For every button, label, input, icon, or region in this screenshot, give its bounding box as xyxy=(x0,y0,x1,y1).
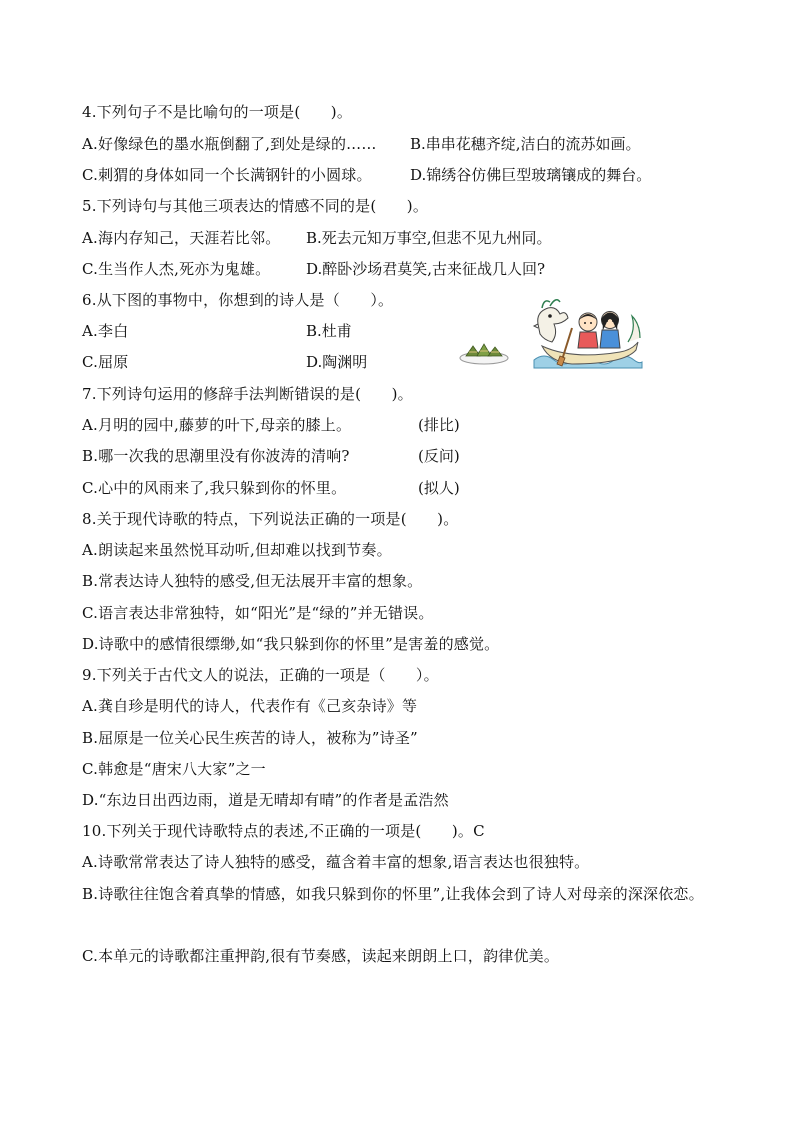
q6-stem: 6.从下图的事物中，你想到的诗人是（ ）。 xyxy=(82,291,394,309)
q4-option-a: A.好像绿色的墨水瓶倒翻了,到处是绿的…… xyxy=(82,135,377,153)
q4-option-c: C.刺猬的身体如同一个长满钢针的小圆球。 xyxy=(82,166,372,184)
q10-option-a: A.诗歌常常表达了诗人独特的感受，蕴含着丰富的想象,语言表达也很独特。 xyxy=(82,853,590,871)
q9-stem: 9.下列关于古代文人的说法，正确的一项是（ ）。 xyxy=(82,666,439,684)
q9-option-c: C.韩愈是“唐宋八大家”之一 xyxy=(82,760,266,778)
q7-option-a-tag: (排比) xyxy=(418,416,460,434)
q5-stem: 5.下列诗句与其他三项表达的情感不同的是( )。 xyxy=(82,197,429,215)
q7-stem: 7.下列诗句运用的修辞手法判断错误的是( )。 xyxy=(82,385,413,403)
q7-option-c-tag: (拟人) xyxy=(418,479,460,497)
q10-option-b: B.诗歌往往饱含着真挚的情感，如我只躲到你的怀里”,让我体会到了诗人对母亲的深深依恋。 xyxy=(82,885,704,903)
q6-option-d: D.陶渊明 xyxy=(306,353,368,371)
q9-option-b: B.屈原是一位关心民生疾苦的诗人，被称为”诗圣” xyxy=(82,729,418,747)
q7-option-c: C.心中的风雨来了,我只躲到你的怀里。 xyxy=(82,479,347,497)
q6-option-b: B.杜甫 xyxy=(306,322,352,340)
q7-option-a: A.月明的园中,藤萝的叶下,母亲的膝上。 xyxy=(82,416,352,434)
q5-option-d: D.醉卧沙场君莫笑,古来征战几人回? xyxy=(306,260,546,278)
q4-stem: 4.下列句子不是比喻句的一项是( )。 xyxy=(82,103,353,121)
q10-option-c: C.本单元的诗歌都注重押韵,很有节奏感，读起来朗朗上口，韵律优美。 xyxy=(82,947,560,965)
q6-option-c: C.屈原 xyxy=(82,353,129,371)
q7-option-b: B.哪一次我的思潮里没有你波涛的清响? xyxy=(82,447,350,465)
q9-option-a: A.龚自珍是明代的诗人，代表作有《己亥杂诗》等 xyxy=(82,697,418,715)
q7-option-b-tag: (反问) xyxy=(418,447,460,465)
q5-option-b: B.死去元知万事空,但悲不见九州同。 xyxy=(306,229,552,247)
zongzi-icon xyxy=(458,338,510,366)
q5-option-a: A.海内存知己，天涯若比邻。 xyxy=(82,229,281,247)
q8-stem: 8.关于现代诗歌的特点，下列说法正确的一项是( )。 xyxy=(82,510,459,528)
q5-option-c: C.生当作人杰,死亦为鬼雄。 xyxy=(82,260,271,278)
dragon-boat-icon xyxy=(532,294,644,370)
q9-option-d: D.“东边日出西边雨，道是无晴却有晴”的作者是孟浩然 xyxy=(82,791,449,809)
q8-option-b: B.常表达诗人独特的感受,但无法展开丰富的想象。 xyxy=(82,572,423,590)
q4-option-b: B.串串花穗齐绽,洁白的流苏如画。 xyxy=(410,135,641,153)
q8-option-a: A.朗读起来虽然悦耳动听,但却难以找到节奏。 xyxy=(82,541,392,559)
q4-option-d: D.锦绣谷仿佛巨型玻璃镶成的舞台。 xyxy=(410,166,652,184)
q6-option-a: A.李白 xyxy=(82,322,129,340)
q8-option-c: C.语言表达非常独特，如“阳光”是“绿的”并无错误。 xyxy=(82,604,434,622)
q8-option-d: D.诗歌中的感情很缥缈,如“我只躲到你的怀里”是害羞的感觉。 xyxy=(82,635,500,653)
q10-stem: 10.下列关于现代诗歌特点的表述,不正确的一项是( )。C xyxy=(82,822,485,840)
